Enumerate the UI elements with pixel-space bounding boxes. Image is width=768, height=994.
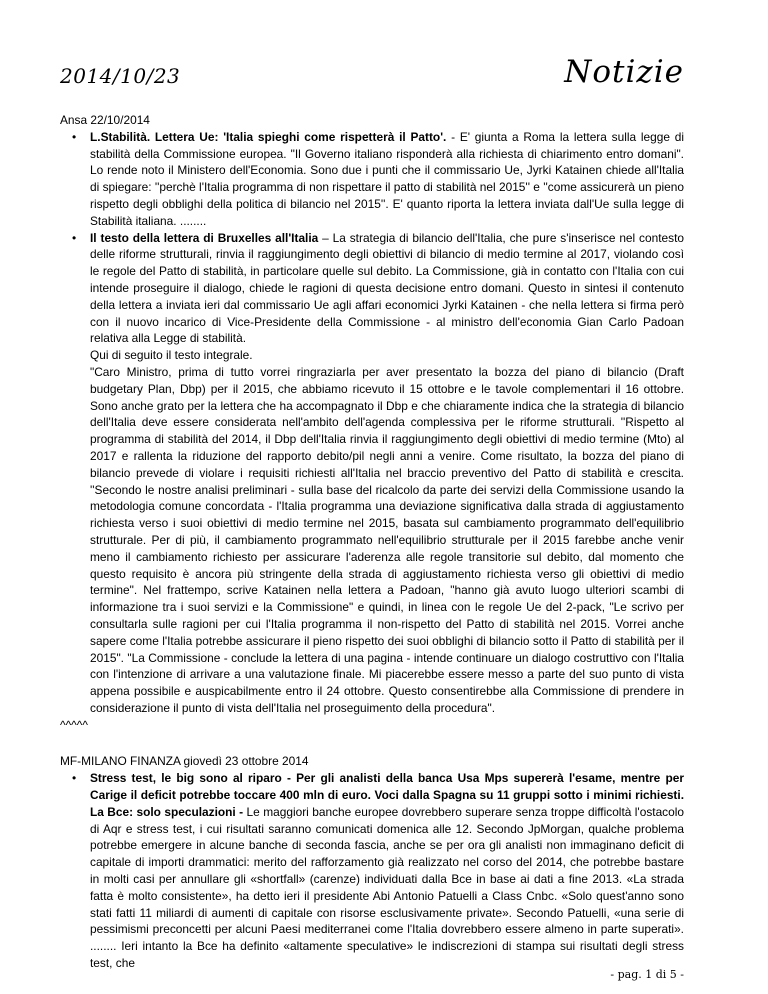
item-title: Stress test, le big sono al riparo - Per gli analisti della banca Usa Mps supererà l'esame, mentre per Carige il deficit potrebbe toccare 400 mln di euro. Voci dalla Spagna su 11 gruppi sotto i minimi richiesti. La Bce: solo speculazioni - (90, 771, 684, 819)
list-item (60, 770, 684, 972)
item-title: Il testo della lettera di Bruxelles all'Italia (90, 230, 319, 245)
header-title: Notizie (564, 54, 684, 90)
page-number: - pag. 1 di 5 - (610, 968, 684, 981)
item-body: – La strategia di bilancio dell'Italia, che pure s'inserisce nel contesto delle riforme strutturali, rinvia il raggiungimento degli obiettivi di bilancio di medio termine al 2017, violando così le regole del Patto di stabilità, in particolare quelle sul debito. La Commissione, già in contatto con l'Italia con cui intende proseguire il dialogo, chiede le ragioni di questa decisione entro domani. Questo in sintesi il contenuto della lettera a inviata ieri dal commissario Ue agli affari economici Jyrki Katainen - che nella lettera si firma però con il nuovo incarico di Vice-Presidente della Commissione - al ministro dell'economia Gian Carlo Padoan relativa alla Legge di stabilità. (90, 230, 685, 346)
source-line: Ansa 22/10/2014 (60, 113, 150, 127)
item-paragraph: "Caro Ministro, prima di tutto vorrei ringraziarla per aver presentato la bozza del piano di bilancio (Draft budgetary Plan, Dbp) per il 2015, che abbiamo ricevuto il 15 ottobre e le tavole complementari il 16 ottobre. Sono anche grato per la lettera che ha accompagnato il Dbp e che chiaramente indica che la strategia di bilancio dell'Italia deve essere considerata nell'ambito dell'agenda complessiva per le riforme strutturali. ''Rispetto al programma di stabilità del 2014, il Dbp dell'Italia rinvia il raggiungimento degli obiettivi di medio termine (Mto) al 2017 e rallenta la riduzione del rapporto debito/pil negli anni a venire. Come risultato, la bozza del piano di bilancio prevede di violare i requisiti richiesti all'Italia nel braccio preventivo del Patto di stabilità e crescita. ''Secondo le nostre analisi preliminari - sulla base del ricalcolo da parte dei servizi della Commissione usando la metodologia comune concordata - l'Italia programma una deviazione significativa dalla strada di aggiustamento richiesta verso i suoi obiettivi di medio termine nel 2015, basata sul cambiamento programmato dell'equilibrio strutturale. Per di più, il cambiamento programmato nell'equilibrio strutturale per il 2015 farebbe anche venir meno il cambiamento richiesto per assicurare l'aderenza alle regole transitorie sul debito, dal momento che questo requisito è ancora più stringente della strada di aggiustamento richiesta verso gli obiettivi di medio termine". Nel frattempo, scrive Katainen nella lettera a Padoan, "hanno già avuto luogo ulteriori scambi di informazione tra i suoi servizi e la Commissione" e quindi, in linea con le regole Ue del 2-pack, "Le scrivo per consultarla sulle ragioni per cui l'Italia programma il non-rispetto del Patto di stabilità nel 2015. Vorrei anche sapere come l'Italia potrebbe assicurare il pieno rispetto dei suoi obblighi di bilancio sotto il Patto di stabilità per il 2015". "La Commissione - conclude la lettera di una pagina - intende continuare un dialogo costruttivo con l'Italia con l'intenzione di arrivare a una valutazione finale. Mi piacerebbe essere messo a parte del suo punto di vista appena possibile e auspicabilmente entro il 24 ottobre. Questo consentirebbe alla Commissione di prendere in considerazione il punto di vista dell'Italia nel proseguimento della procedura". (90, 364, 684, 715)
news-list (60, 770, 684, 972)
list-item (60, 230, 684, 717)
header-date: 2014/10/23 (60, 64, 181, 88)
item-body: - E' giunta a Roma la lettera sulla legge di stabilità della Commissione europea. "Il Governo italiano risponderà alla richiesta di chiarimento entro domani". Lo rende noto il Ministero dell'Economia. Sono due i punti che il commissario Ue, Jyrki Katainen chiede all'Italia di spiegare: ''perchè l'Italia programma di non rispettare il patto di stabilità nel 2015'' e ''come assicurerà un pieno rispetto degli obblighi della politica di bilancio nel 2015''. E' quanto riporta la lettera inviata dall'Ue sulla legge di Stabilità italiana. ........ (90, 129, 684, 228)
page-header (60, 52, 684, 92)
item-paragraph: Qui di seguito il testo integrale. (90, 348, 253, 363)
news-list (60, 129, 684, 717)
item-title: L.Stabilità. Lettera Ue: 'Italia spieghi come rispetterà il Patto'. (90, 129, 447, 144)
source-line: MF-MILANO FINANZA giovedì 23 ottobre 2014 (60, 754, 309, 769)
list-item (60, 129, 684, 230)
item-body: Le maggiori banche europee dovrebbero superare senza troppe difficoltà l'ostacolo di Aqr e stress test, i cui risultati saranno comunicati domenica alle 12. Secondo JpMorgan, qualche problema potrebbe emergere in alcune banche di seconda fascia, anche se per ora gli analisti non immaginano deficit di capitale di importi drammatici: merito del rafforzamento già realizzato nel corso del 2014, che potrebbe bastare in molti casi per annullare gli «shortfall» (carenze) individuati dalla Bce in base ai dati a fine 2013. «La strada fatta è molto consistente», ha detto ieri il presidente Abi Antonio Patuelli a Class Cnbc. «Solo quest'anno sono stati fatti 11 miliardi di aumenti di capitale con risorse esclusivamente private». Secondo Patuelli, «una serie di pessimismi preconcetti per alcuni Paesi mediterranei come l'Italia dovrebbero essere almeno in parte superati». ........ Ieri intanto la Bce ha definito «altamente speculative» le indiscrezioni di stampa sui risultati degli stress test, che (90, 804, 684, 971)
document-body (60, 112, 684, 972)
section-separator: ^^^^^ (60, 717, 88, 732)
